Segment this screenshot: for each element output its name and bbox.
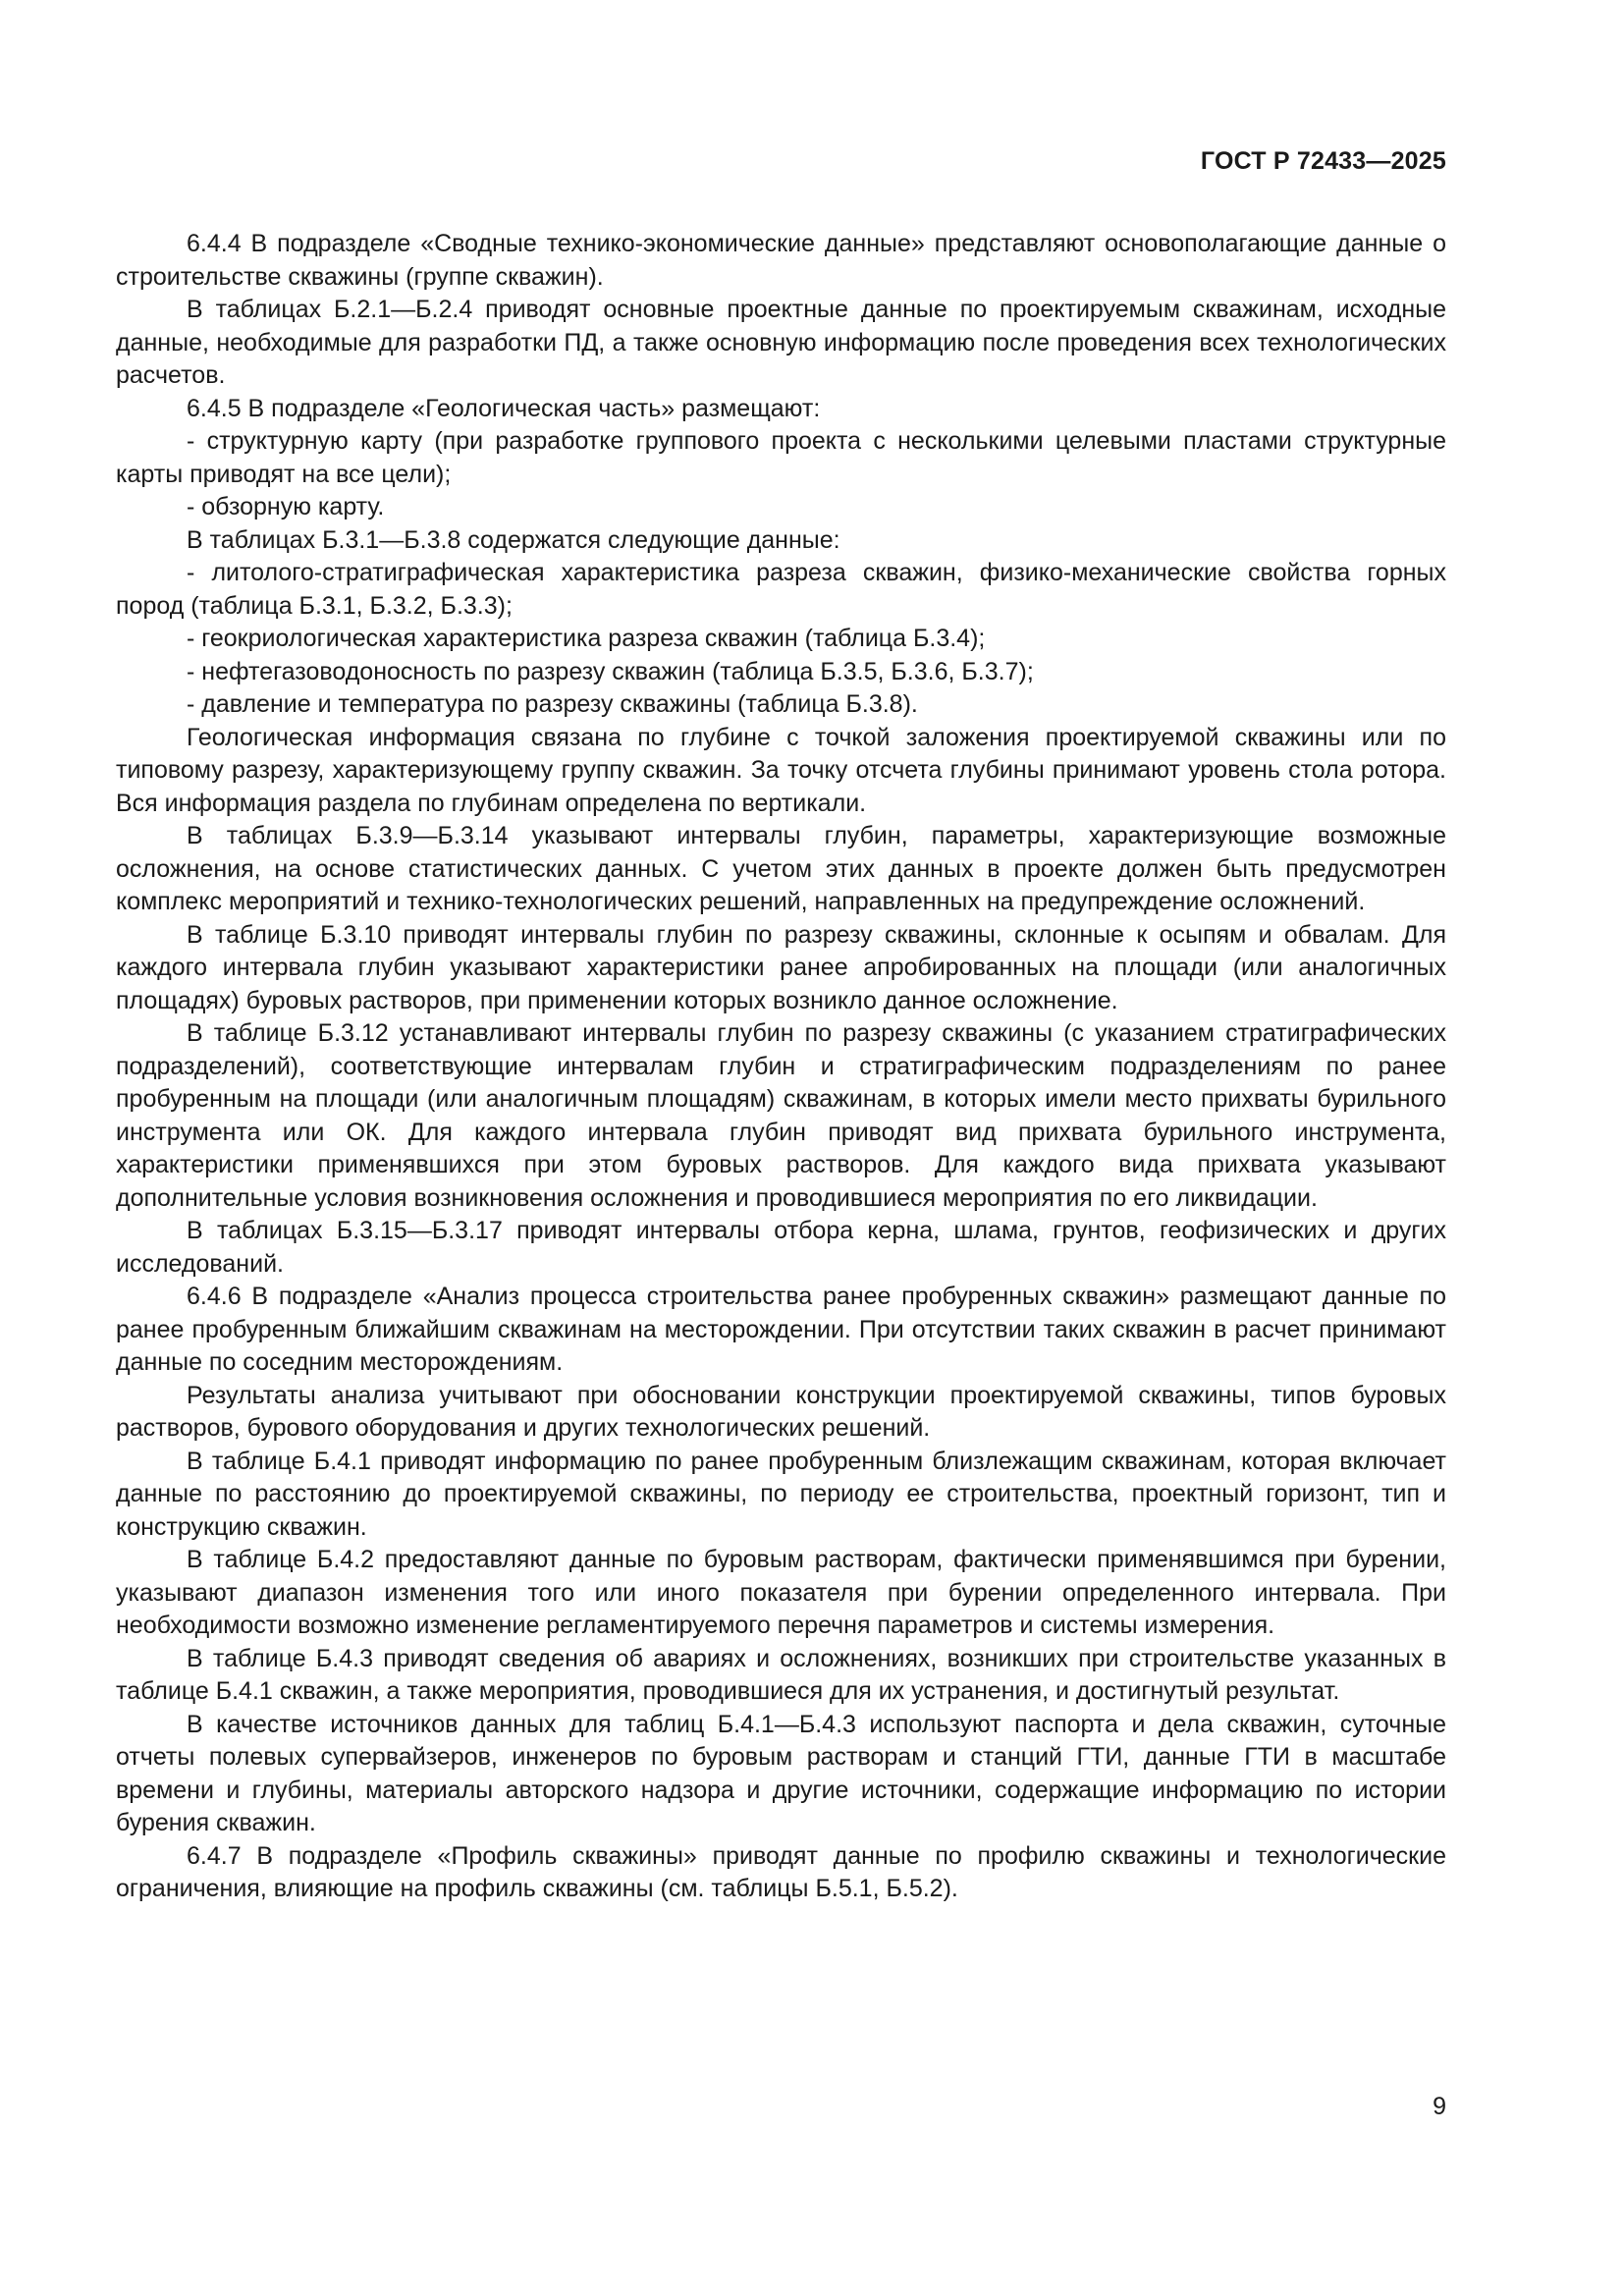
paragraph-6-4-7: 6.4.7 В подразделе «Профиль скважины» приводят данные по профилю скважины и технологические ограничения, влияющие на профиль скважины (см. таблицы Б.5.1, Б.5.2). [116,1841,1446,1902]
list-item-pressure-temperature: - давление и температура по разрезу скважины (таблица Б.3.8). [187,690,918,718]
paragraph-table-b3-10: В таблице Б.3.10 приводят интервалы глубин по разрезу скважины, склонные к осыпям и обвалам. Для каждого интервала глубин указывают характеристики ранее апробированных на площади (или аналогичных площадях) буровых растворов, при применении которых возникло данное осложнение. [116,920,1446,1014]
paragraph-analysis-results: Результаты анализа учитывают при обосновании конструкции проектируемой скважины, типов буровых растворов, бурового оборудования и других технологических решений. [116,1381,1446,1442]
list-item-oil-gas-water: - нефтегазоводоносность по разрезу скважин (таблица Б.3.5, Б.3.6, Б.3.7); [187,657,1034,685]
paragraph-6-4-5: 6.4.5 В подразделе «Геологическая часть» размещают: [187,394,821,422]
page-number: 9 [1433,2093,1446,2120]
paragraph-6-4-6: 6.4.6 В подразделе «Анализ процесса строительства ранее пробуренных скважин» размещают данные по ранее пробуренным ближайшим скважинам на месторождении. При отсутствии таких скважин в расчет принимают данные по соседним месторождениям. [116,1283,1446,1376]
paragraph-tables-b3-9: В таблицах Б.3.9—Б.3.14 указывают интервалы глубин, параметры, характеризующие возможные осложнения, на основе статистических данных. С учетом этих данных в проекте должен быть предусмотрен комплекс мероприятий и технико-технологических решений, направленных на предупреждение осложнений. [116,822,1446,915]
paragraph-tables-b2: В таблицах Б.2.1—Б.2.4 приводят основные проектные данные по проектируемым скважинам, исходные данные, необходимые для разработки ПД, а также основную информацию после проведения всех технологических расчетов. [116,296,1446,389]
list-item-structural-map: - структурную карту (при разработке группового проекта с несколькими целевыми пластами структурные карты приводят на все цели); [116,427,1446,488]
paragraph-table-b4-1: В таблице Б.4.1 приводят информацию по ранее пробуренным близлежащим скважинам, которая включает данные по расстоянию до проектируемой скважины, по периоду ее строительства, проектный горизонт, тип и конструкцию скважин. [116,1447,1446,1541]
list-item-geocryology: - геокриологическая характеристика разреза скважин (таблица Б.3.4); [187,625,986,652]
document-standard-id: ГОСТ Р 72433—2025 [1200,147,1446,175]
paragraph-tables-b3: В таблицах Б.3.1—Б.3.8 содержатся следующие данные: [187,525,840,554]
list-item-overview-map: - обзорную карту. [187,493,385,520]
paragraph-table-b4-2: В таблице Б.4.2 предоставляют данные по буровым растворам, фактически применявшимся при бурении, указывают диапазон изменения того или иного показателя при бурении определенного интервала. При необходимости возможно изменение регламентируемого перечня параметров и системы измерения. [116,1546,1446,1639]
paragraph-table-b3-12: В таблице Б.3.12 устанавливают интервалы глубин по разрезу скважины (с указанием стратиграфических подразделений), соответствующие интервалам глубин и стратиграфическим подразделениям по ранее пробуренным на площади (или аналогичным площадям) скважинам, в которых имели место прихваты бурильного инструмента или ОК. Для каждого интервала глубин приводят вид прихвата бурильного инструмента, характеристики применявшихся при этом буровых растворов. Для каждого вида прихвата указывают дополнительные условия возникновения осложнения и проводившиеся мероприятия по его ликвидации. [116,1019,1446,1212]
paragraph-geological-info: Геологическая информация связана по глубине с точкой заложения проектируемой скважины или по типовому разрезу, характеризующему группу скважин. За точку отсчета глубины принимают уровень стола ротора. Вся информация раздела по глубинам определена по вертикали. [116,723,1446,817]
paragraph-table-b4-3: В таблице Б.4.3 приводят сведения об авариях и осложнениях, возникших при строительстве указанных в таблице Б.4.1 скважин, а также мероприятия, проводившиеся для их устранения, и достигнутый результат. [116,1644,1446,1705]
list-item-lithology: - литолого-стратиграфическая характеристика разреза скважин, физико-механические свойства горных пород (таблица Б.3.1, Б.3.2, Б.3.3); [116,559,1446,620]
document-body [116,228,1446,1906]
paragraph-data-sources: В качестве источников данных для таблиц Б.4.1—Б.4.3 используют паспорта и дела скважин, суточные отчеты полевых супервайзеров, инженеров по буровым растворам и станций ГТИ, данные ГТИ в масштабе времени и глубины, материалы авторского надзора и другие источники, содержащие информацию по истории бурения скважин. [116,1710,1446,1836]
paragraph-6-4-4: 6.4.4 В подразделе «Сводные технико-экономические данные» представляют основополагающие данные о строительстве скважины (группе скважин). [116,230,1446,291]
paragraph-tables-b3-15: В таблицах Б.3.15—Б.3.17 приводят интервалы отбора керна, шлама, грунтов, геофизических и других исследований. [116,1217,1446,1278]
